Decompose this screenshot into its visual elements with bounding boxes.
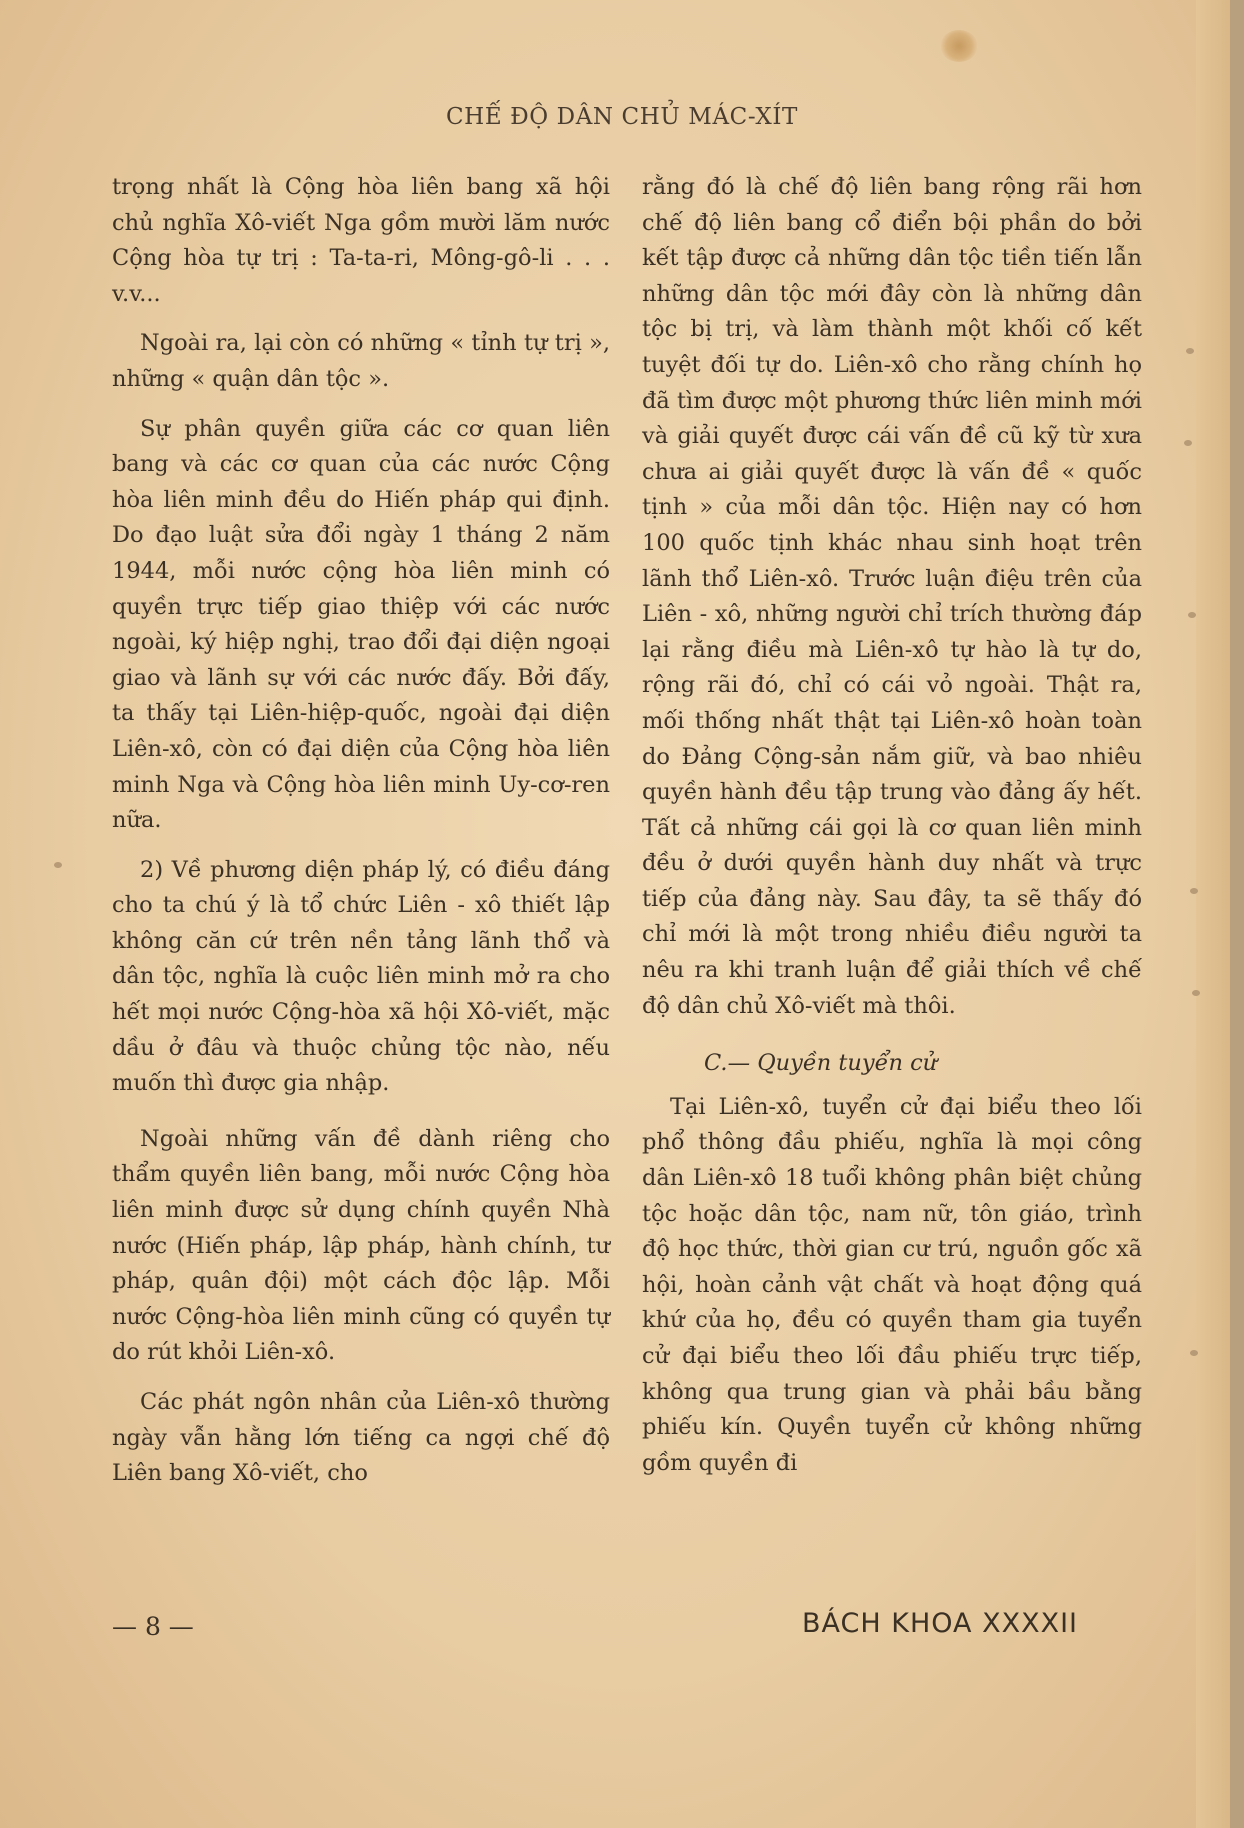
scan-border	[1230, 0, 1244, 1828]
paragraph: Sự phân quyền giữa các cơ quan liên bang và các cơ quan của các nước Cộng hòa liên minh đều do Hiến pháp qui định. Do đạo luật sửa đổi ngày 1 tháng 2 năm 1944, mỗi nước cộng hòa liên minh có quyền trực tiếp giao thiệp với các nước ngoài, ký hiệp nghị, trao đổi đại diện ngoại giao và lãnh sự với các nước đấy. Bởi đấy, ta thấy tại Liên-hiệp-quốc, ngoài đại diện Liên-xô, còn có đại diện của Cộng hòa liên minh Nga và Cộng hòa liên minh Uy-cơ-ren nữa.	[112, 415, 610, 834]
page-number: — 8 —	[112, 1612, 194, 1641]
right-column	[642, 170, 1142, 1481]
section-heading: C.— Quyền tuyển cử	[704, 1050, 938, 1077]
ink-stain	[940, 30, 978, 62]
paragraph: 2) Về phương diện pháp lý, có điều đáng cho ta chú ý là tổ chức Liên - xô thiết lập không căn cứ trên nền tảng lãnh thổ và dân tộc, nghĩa là cuộc liên minh mở ra cho hết mọi nước Cộng-hòa xã hội Xô-viết, mặc dầu ở đâu và thuộc chủng tộc nào, nếu muốn thì được gia nhập.	[112, 856, 610, 1097]
paper-fleck	[54, 862, 62, 868]
paragraph: trọng nhất là Cộng hòa liên bang xã hội chủ nghĩa Xô-viết Nga gồm mười lăm nước Cộng hòa tự trị : Ta-ta-ri, Mông-gô-li . . . v.v...	[112, 174, 610, 307]
paper-fleck	[1190, 888, 1198, 894]
paragraph: Tại Liên-xô, tuyển cử đại biểu theo lối phổ thông đầu phiếu, nghĩa là mọi công dân Liên-xô 18 tuổi không phân biệt chủng tộc hoặc dân tộc, nam nữ, tôn giáo, trình độ học thức, thời gian cư trú, nguồn gốc xã hội, hoàn cảnh vật chất và hoạt động quá khứ của họ, đều có quyền tham gia tuyển cử đại biểu theo lối đầu phiếu trực tiếp, không qua trung gian và phải bầu bằng phiếu kín. Quyền tuyển cử không những gồm quyền đi	[642, 1093, 1142, 1476]
paper-fleck	[1186, 348, 1194, 354]
paper-fleck	[1190, 1350, 1198, 1356]
paper-fleck	[1188, 612, 1196, 618]
running-head: CHẾ ĐỘ DÂN CHỦ MÁC-XÍT	[445, 104, 799, 130]
publication-footer: BÁCH KHOA XXXXII	[802, 1608, 1079, 1639]
page-edge	[1196, 0, 1230, 1828]
paragraph: rằng đó là chế độ liên bang rộng rãi hơn chế độ liên bang cổ điển bội phần do bởi kết tập được cả những dân tộc tiền tiến lẫn những dân tộc mới đây còn là những dân tộc bị trị, và làm thành một khối cố kết tuyệt đối tự do. Liên-xô cho rằng chính họ đã tìm được một phương thức liên minh mới và giải quyết được cái vấn đề cũ kỹ từ xưa chưa ai giải quyết được là vấn đề « quốc tịnh » của mỗi dân tộc. Hiện nay có hơn 100 quốc tịnh khác nhau sinh hoạt trên lãnh thổ Liên-xô. Trước luận điệu trên của Liên - xô, những người chỉ trích thường đáp lại rằng điều mà Liên-xô tự hào là tự do, rộng rãi đó, chỉ có cái vỏ ngoài. Thật ra, mối thống nhất thật tại Liên-xô hoàn toàn do Đảng Cộng-sản nắm giữ, và bao nhiêu quyền hành đều tập trung vào đảng ấy hết. Tất cả những cái gọi là cơ quan liên minh đều ở dưới quyền hành duy nhất và trực tiếp của đảng này. Sau đây, ta sẽ thấy đó chỉ mới là một trong nhiều điều người ta nêu ra khi tranh luận để giải thích về chế độ dân chủ Xô-viết mà thôi.	[642, 174, 1142, 1019]
paper-fleck	[1184, 440, 1192, 446]
paper-fleck	[1192, 990, 1200, 996]
left-column	[112, 170, 610, 1492]
paragraph: Các phát ngôn nhân của Liên-xô thường ngày vẫn hằng lớn tiếng ca ngợi chế độ Liên bang Xô-viết, cho	[112, 1389, 610, 1487]
paragraph: Ngoài ra, lại còn có những « tỉnh tự trị », những « quận dân tộc ».	[112, 330, 610, 392]
paragraph: Ngoài những vấn đề dành riêng cho thẩm quyền liên bang, mỗi nước Cộng hòa liên minh được sử dụng chính quyền Nhà nước (Hiến pháp, lập pháp, hành chính, tư pháp, quân đội) một cách độc lập. Mỗi nước Cộng-hòa liên minh cũng có quyền tự do rút khỏi Liên-xô.	[112, 1125, 610, 1366]
